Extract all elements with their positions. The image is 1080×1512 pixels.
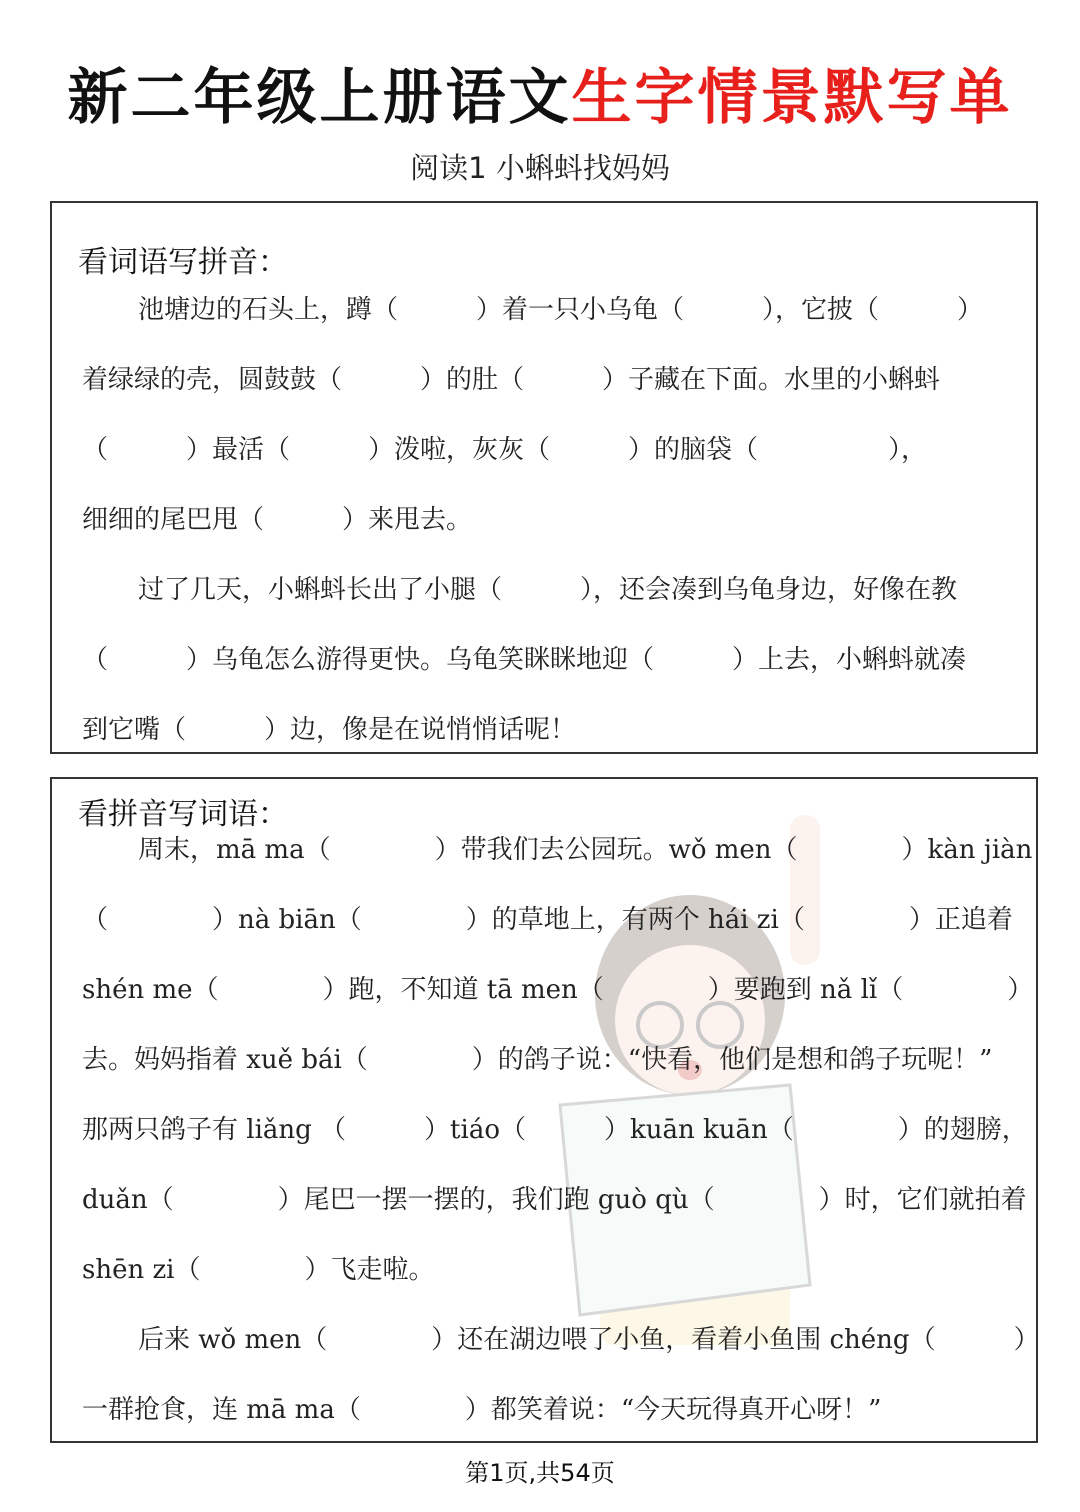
section1-line-3: （ ）最活（ ）泼啦，灰灰（ ）的脑袋（ ）， [82,435,928,465]
section2-line-7: shēn zi（ ）飞走啦。 [82,1255,435,1285]
section-word-writing [50,777,1038,1443]
title-red-part: 生字情景默写单 [571,63,1013,133]
section2-line-2: （ ）nà biān（ ）的草地上，有两个 hái zi（ ）正追着 [82,905,1013,935]
section1-line-6: （ ）乌龟怎么游得更快。乌龟笑眯眯地迎（ ）上去，小蝌蚪就凑 [82,645,967,675]
section1-line-4: 细细的尾巴甩（ ）来甩去。 [82,505,473,535]
section2-line-5: 那两只鸽子有 liǎng （ ）tiáo（ ）kuān kuān（ ）的翅膀， [82,1115,1028,1145]
section1-line-2: 着绿绿的壳，圆鼓鼓（ ）的肚（ ）子藏在下面。水里的小蝌蚪 [82,365,941,395]
section1-line-5: 过了几天，小蝌蚪长出了小腿（ ），还会凑到乌龟身边，好像在教 [138,575,958,605]
section1-line-1: 池塘边的石头上，蹲（ ）着一只小乌龟（ ），它披（ ） [138,295,984,325]
page-title [0,50,1080,136]
section2-line-4: 去。妈妈指着 xuě bái（ ）的鸽子说：“快看，他们是想和鸽子玩呢！” [82,1045,993,1075]
section2-line-8: 后来 wǒ men（ ）还在湖边喂了小鱼，看着小鱼围 chéng（ ） [138,1325,1040,1355]
section-pinyin-writing [50,201,1038,754]
section1-heading: 看词语写拼音： [78,245,288,280]
section2-line-1: 周末，mā ma（ ）带我们去公园玩。wǒ men（ ）kàn jiàn [138,835,1033,865]
title-black-part: 新二年级上册语文 [67,63,572,133]
section2-line-9: 一群抢食，连 mā ma（ ）都笑着说：“今天玩得真开心呀！” [82,1395,882,1425]
page-subtitle: 阅读1 小蝌蚪找妈妈 [410,151,670,185]
section2-heading: 看拼音写词语： [78,797,288,832]
section1-line-7: 到它嘴（ ）边，像是在说悄悄话呢！ [82,715,577,745]
page-number: 第1页,共54页 [465,1459,615,1487]
section2-line-6: duǎn（ ）尾巴一摆一摆的，我们跑 guò qù（ ）时，它们就拍着 [82,1185,1027,1215]
section2-line-3: shén me（ ）跑，不知道 tā men（ ）要跑到 nǎ lǐ（ ） [82,975,1034,1005]
